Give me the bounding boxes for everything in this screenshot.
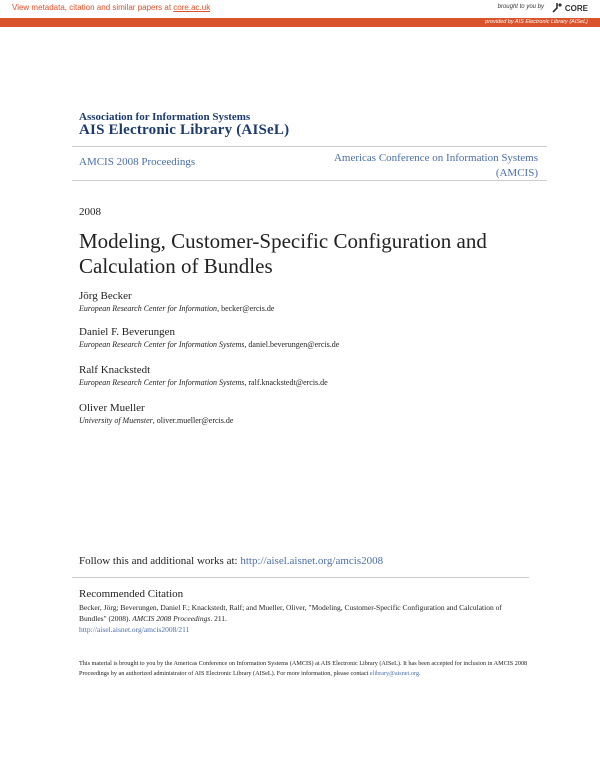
association-name[interactable]: Association for Information Systems: [79, 111, 251, 123]
header-rule-bottom: [72, 180, 547, 181]
affiliation-org: European Research Center for Information Systems: [79, 378, 245, 387]
conference-link[interactable]: [308, 151, 538, 181]
author-name: Daniel F. Beverungen: [79, 326, 175, 338]
library-name[interactable]: AIS Electronic Library (AISeL): [79, 122, 290, 138]
core-logo-text: CORE: [564, 3, 588, 13]
contact-email-link[interactable]: elibrary@aisnet.org: [369, 670, 419, 677]
author-affiliation: [79, 377, 328, 389]
core-banner: [0, 0, 600, 18]
provider-text: provided by AIS Electronic Library (AISeL): [485, 19, 588, 25]
header-rule-top: [72, 146, 547, 147]
follow-rule: [72, 577, 529, 578]
statement-text: This material is brought to you by the Americas Conference on Information Systems (AMCIS) at AIS Electronic Library (AISeL). It has been accepted for inclusion in AMCIS 2008 Proceedings by an authorized administrator of AIS Electronic Library (AISeL). For more information, please contact: [79, 660, 528, 677]
paper-title-line-1: Modeling, Customer-Specific Configuration and: [79, 229, 487, 253]
paper-title-line-2: Calculation of Bundles: [79, 254, 273, 278]
proceedings-link[interactable]: AMCIS 2008 Proceedings: [79, 156, 196, 168]
repository-statement: [79, 659, 539, 679]
citation-body: Becker, Jörg; Beverungen, Daniel F.; Knackstedt, Ralf; and Mueller, Oliver, "Modeling, Customer-Specific Configuration and Calculation of Bundles" (2008).: [79, 603, 502, 623]
provider-bar: [0, 18, 600, 27]
citation-source: AMCIS 2008 Proceedings: [132, 614, 211, 623]
author-entry: [79, 402, 233, 427]
statement-end: .: [418, 670, 421, 677]
citation-end: . 211.: [210, 614, 227, 623]
brought-to-you-text: brought to you by: [497, 4, 544, 10]
author-name: Oliver Mueller: [79, 402, 145, 414]
publication-year: 2008: [79, 206, 101, 218]
core-metadata-link[interactable]: [12, 3, 210, 12]
core-logo[interactable]: [551, 1, 588, 15]
author-entry: [79, 364, 328, 389]
affiliation-org: European Research Center for Information Systems: [79, 340, 245, 349]
author-name: Jörg Becker: [79, 290, 132, 302]
author-email: , ralf.knackstedt@ercis.de: [244, 378, 328, 387]
paper-title: [79, 229, 539, 279]
conference-line-2: (AMCIS): [495, 167, 538, 179]
author-email: , becker@ercis.de: [217, 304, 275, 313]
recommended-citation-heading: Recommended Citation: [79, 588, 184, 600]
affiliation-org: European Research Center for Information: [79, 304, 218, 313]
author-name: Ralf Knackstedt: [79, 364, 151, 376]
core-link-domain[interactable]: core.ac.uk: [173, 3, 211, 12]
follow-text: Follow this and additional works at:: [79, 555, 241, 567]
citation-url-link[interactable]: http://aisel.aisnet.org/amcis2008/211: [79, 625, 190, 634]
citation-text: [79, 602, 509, 635]
core-logo-icon: [551, 2, 563, 14]
core-link-prefix: View metadata, citation and similar papers at: [12, 3, 174, 12]
author-entry: [79, 326, 339, 351]
author-affiliation: [79, 415, 233, 427]
author-entry: [79, 290, 274, 315]
author-email: , daniel.beverungen@ercis.de: [244, 340, 340, 349]
follow-url-link[interactable]: http://aisel.aisnet.org/amcis2008: [240, 555, 384, 567]
author-affiliation: [79, 339, 339, 351]
affiliation-org: University of Muenster: [79, 416, 153, 425]
follow-line: [79, 555, 383, 567]
author-email: , oliver.mueller@ercis.de: [152, 416, 234, 425]
author-affiliation: [79, 303, 274, 315]
conference-line-1: Americas Conference on Information Systems: [333, 152, 538, 164]
